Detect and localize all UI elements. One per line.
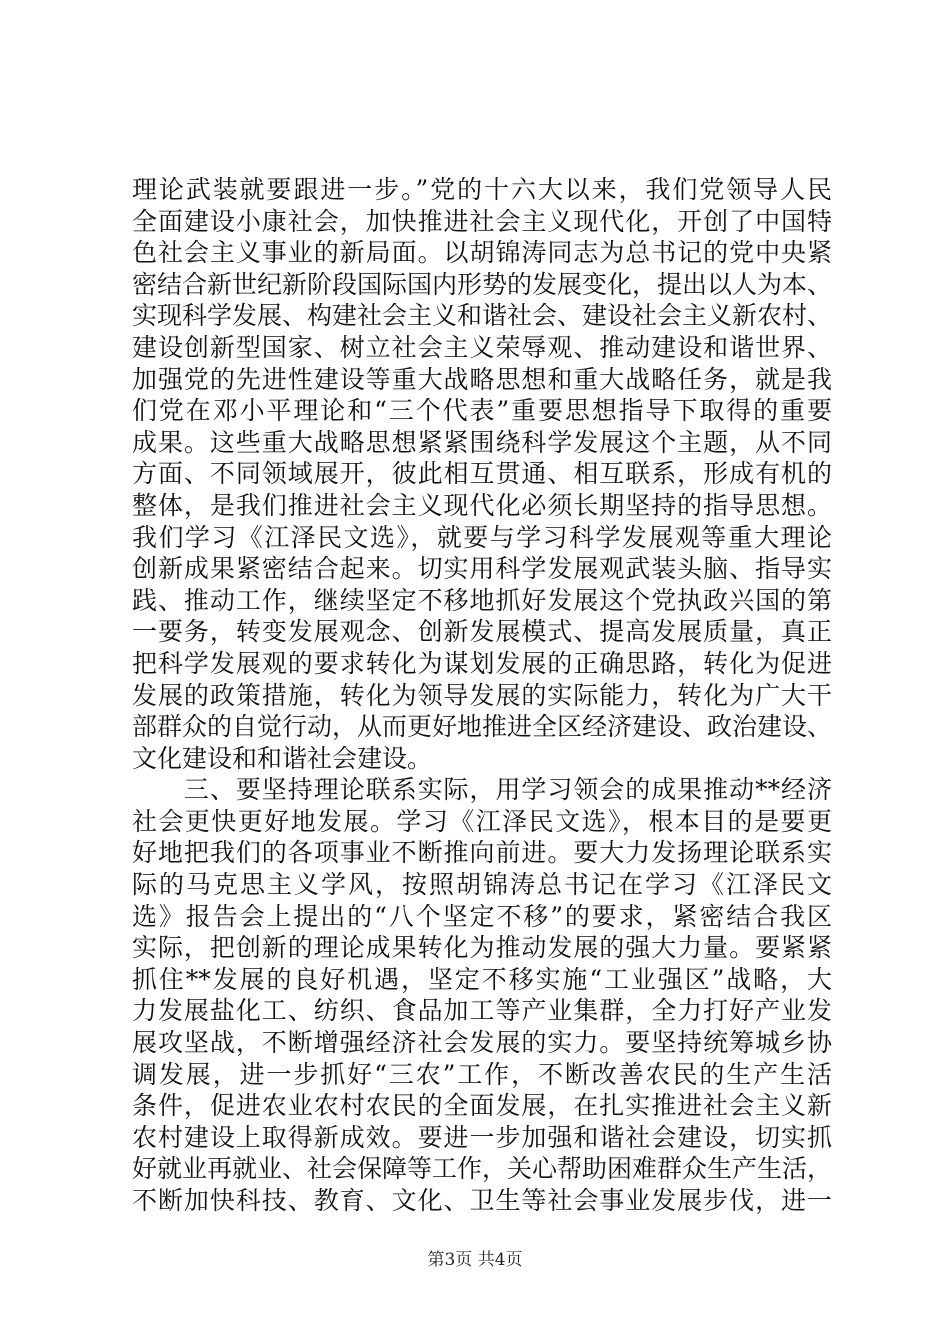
text-line: 三、要坚持理论联系实际，用学习领会的成果推动**经济 [132, 775, 832, 805]
text-line: 实现科学发展、构建社会主义和谐社会、建设社会主义新农村、 [132, 301, 832, 331]
text-line: 际的马克思主义学风，按照胡锦涛总书记在学习《江泽民文 [132, 870, 832, 900]
text-line: 选》报告会上提出的“八个坚定不移”的要求，紧密结合我区 [132, 901, 832, 931]
text-line: 部群众的自觉行动，从而更好地推进全区经济建设、政治建设、 [132, 712, 832, 742]
text-line: 践、推动工作，继续坚定不移地抓好发展这个党执政兴国的第 [132, 585, 832, 615]
text-line: 全面建设小康社会，加快推进社会主义现代化，开创了中国特 [132, 206, 832, 236]
text-line: 成果。这些重大战略思想紧紧围绕科学发展这个主题，从不同 [132, 427, 832, 457]
text-line: 把科学发展观的要求转化为谋划发展的正确思路，转化为促进 [132, 648, 832, 678]
text-line: 力发展盐化工、纺织、食品加工等产业集群，全力打好产业发 [132, 996, 832, 1026]
text-line: 一要务，转变发展观念、创新发展模式、提高发展质量，真正 [132, 617, 832, 647]
text-line: 密结合新世纪新阶段国际国内形势的发展变化，提出以人为本、 [132, 269, 832, 299]
text-line: 不断加快科技、教育、文化、卫生等社会事业发展步伐，进一 [132, 1186, 832, 1215]
text-line: 创新成果紧密结合起来。切实用科学发展观武装头脑、指导实 [132, 554, 832, 584]
text-line: 实际，把创新的理论成果转化为推动发展的强大力量。要紧紧 [132, 933, 832, 963]
text-line: 理论武装就要跟进一步。”党的十六大以来，我们党领导人民 [132, 175, 832, 204]
text-line: 方面、不同领域展开，彼此相互贯通、相互联系，形成有机的 [132, 459, 832, 489]
text-line: 加强党的先进性建设等重大战略思想和重大战略任务，就是我 [132, 364, 832, 394]
text-line: 我们学习《江泽民文选》，就要与学习科学发展观等重大理论 [132, 522, 832, 552]
text-line: 色社会主义事业的新局面。以胡锦涛同志为总书记的党中央紧 [132, 238, 832, 268]
text-line: 建设创新型国家、树立社会主义荣辱观、推动建设和谐世界、 [132, 332, 832, 362]
page-footer: 第3页 共4页 [427, 1250, 523, 1270]
body-text [132, 174, 832, 1217]
text-line: 社会更快更好地发展。学习《江泽民文选》，根本目的是要更 [132, 806, 832, 836]
text-line: 条件，促进农业农村农民的全面发展，在扎实推进社会主义新 [132, 1091, 832, 1121]
text-line: 展攻坚战，不断增强经济社会发展的实力。要坚持统筹城乡协 [132, 1028, 832, 1058]
text-line: 好就业再就业、社会保障等工作，关心帮助困难群众生产生活， [132, 1154, 832, 1184]
text-line: 农村建设上取得新成效。要进一步加强和谐社会建设，切实抓 [132, 1122, 832, 1152]
text-line: 抓住**发展的良好机遇，坚定不移实施“工业强区”战略，大 [132, 964, 832, 994]
text-line: 好地把我们的各项事业不断推向前进。要大力发扬理论联系实 [132, 838, 832, 868]
text-line: 们党在邓小平理论和“三个代表”重要思想指导下取得的重要 [132, 396, 832, 426]
text-line: 发展的政策措施，转化为领导发展的实际能力，转化为广大干 [132, 680, 832, 710]
text-line: 整体，是我们推进社会主义现代化必须长期坚持的指导思想。 [132, 490, 832, 520]
text-line: 调发展，进一步抓好“三农”工作，不断改善农民的生产生活 [132, 1059, 832, 1089]
text-line: 文化建设和和谐社会建设。 [132, 743, 433, 773]
